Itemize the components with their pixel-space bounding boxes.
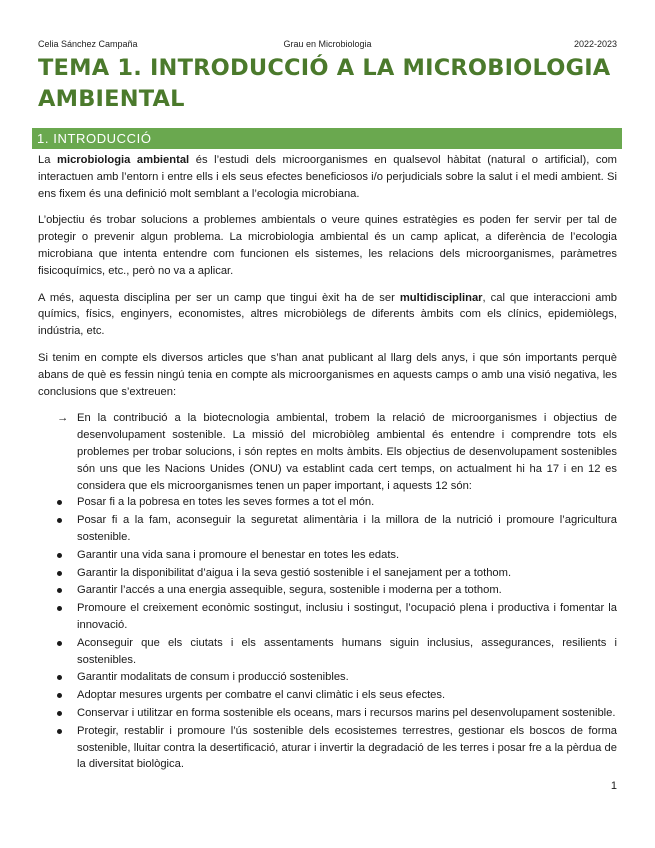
bullet-icon bbox=[57, 641, 62, 646]
paragraph-articles: Si tenim en compte els diversos articles que s’han anat publicant al llarg dels anys, i que són importants perquè abans de què es fessin ningú tenia en compte als microorganismes en aquests camps o amb una visió negativa, les conclusions que s’extreuen: bbox=[38, 351, 617, 398]
page-title: TEMA 1. INTRODUCCIÓ A LA MICROBIOLOGIA AMBIENTAL bbox=[38, 55, 611, 112]
arrow-item-text: En la contribució a la biotecnologia ambiental, trobem la relació de microorganismes i objectius de desenvolupament sostenible. La missió del microbiòleg ambiental és entendre i comprendre tots els problemes per trobar solucions, i són reptes en molts àmbits. Els objectius de desenvolupament sostenibles són uns que les Nacions Unides (ONU) va establint cada cert temps, on actualment hi ha 17 i en 12 es considera que els microorganismes tenen un paper important, i aquests 12 són: bbox=[77, 412, 617, 492]
paragraph-definition bbox=[38, 152, 617, 202]
section-heading: 1. INTRODUCCIÓ bbox=[37, 131, 152, 146]
bullet-icon bbox=[57, 675, 62, 680]
list-item-text: Aconseguir que els ciutats i els assentaments humans siguin inclusius, assegurances, resilients i sostenibles. bbox=[77, 636, 617, 666]
p3-bold-term: multidisciplinar bbox=[399, 291, 483, 304]
list-item-text: Protegir, restablir i promoure l’ús sostenible dels ecosistemes terrestres, gestionar els boscos de forma sostenible, lluitar contra la desertificació, aturar i invertir la degradació de les terres i posar fre a la pèrdua de la diversitat biològica. bbox=[77, 724, 617, 771]
bullet-icon bbox=[57, 553, 62, 558]
list-item-text: Garantir modalitats de consum i producció sostenibles. bbox=[77, 671, 349, 684]
list-item bbox=[38, 512, 617, 546]
list-item bbox=[38, 705, 617, 722]
list-item-text: Garantir una vida sana i promoure el benestar en totes les edats. bbox=[77, 548, 400, 561]
bullet-icon bbox=[57, 588, 62, 593]
header-year: 2022-2023 bbox=[573, 39, 617, 49]
list-item bbox=[38, 600, 617, 634]
bullet-icon bbox=[57, 729, 62, 734]
list-item-text: Garantir la disponibilitat d’aigua i la seva gestió sostenible i el sanejament per a tothom. bbox=[77, 566, 512, 579]
bullet-icon bbox=[57, 571, 62, 576]
list-item bbox=[38, 723, 617, 773]
list-item bbox=[38, 494, 617, 511]
list-item bbox=[38, 669, 617, 686]
bullet-icon bbox=[57, 606, 62, 611]
list-item-text: Posar fi a la fam, aconseguir la seguretat alimentària i la millora de la nutrició i promoure l’agricultura sostenible. bbox=[77, 514, 617, 543]
list-item bbox=[38, 687, 617, 704]
bullet-icon bbox=[57, 711, 62, 716]
list-item-text: Conservar i utilitzar en forma sostenible els oceans, mars i recursos marins pel desenvolupament sostenible. bbox=[77, 706, 616, 719]
list-item bbox=[38, 582, 617, 599]
arrow-icon: → bbox=[57, 412, 69, 425]
list-item-text: Promoure el creixement econòmic sostingut, inclusiu i sostingut, l’ocupació plena i productiva i fomentar la innovació. bbox=[77, 602, 617, 631]
p3-pre: A més, aquesta disciplina per ser un camp que tingui èxit ha de ser bbox=[38, 291, 400, 304]
bullet-icon bbox=[57, 518, 62, 523]
list-item-text: Adoptar mesures urgents per combatre el canvi climàtic i els seus efectes. bbox=[77, 689, 446, 702]
list-item-text: Posar fi a la pobresa en totes les seves formes a tot el món. bbox=[77, 496, 375, 509]
page-header bbox=[38, 39, 617, 51]
list-item bbox=[38, 547, 617, 564]
header-author: Celia Sánchez Campaña bbox=[38, 39, 138, 49]
p1-pre: La bbox=[38, 154, 58, 166]
section-heading-bar bbox=[32, 128, 622, 149]
list-item-text: Garantir l’accés a una energia assequible, segura, sostenible i moderna per a tothom. bbox=[77, 584, 502, 597]
paragraph-objective: L’objectiu és trobar solucions a problemes ambientals o veure quines estratègies es poden fer servir per tal de protegir o prevenir algun problema. La microbiologia ambiental és un camp aplicat, a diferència de l’ecologia microbiana que intenta entendre com funcionen els sistemes, les relacions dels microorganismes, paràmetres fisicoquímics, etc., però no va a aplicar. bbox=[38, 214, 617, 277]
p3-post: , cal que interaccioni amb químics, físics, enginyers, economistes, altres microbiòlegs de diferents àmbits com els clínics, epidemiòlegs, indústria, etc. bbox=[38, 291, 618, 338]
list-item bbox=[38, 565, 617, 582]
page-number: 1 bbox=[610, 780, 617, 792]
paragraph-multidisciplinary bbox=[38, 290, 617, 340]
document-body bbox=[38, 152, 617, 774]
p1-bold-term: microbiologia ambiental bbox=[57, 154, 190, 166]
bullet-icon bbox=[57, 500, 62, 505]
header-degree: Grau en Microbiologia bbox=[283, 39, 372, 49]
list-item bbox=[38, 635, 617, 669]
p1-post: és l’estudi dels microorganismes en qualsevol hàbitat (natural o artificial), com interactuen amb l’entorn i entre ells i els seus efectes beneficiosos i/o perjudicials sobre la salut i el medi ambient. Si ens fixem és una definició molt semblant a l’ecologia microbiana. bbox=[38, 154, 618, 200]
arrow-list-item bbox=[38, 410, 617, 494]
sdg-goals-list bbox=[38, 494, 617, 773]
bullet-icon bbox=[57, 693, 62, 698]
